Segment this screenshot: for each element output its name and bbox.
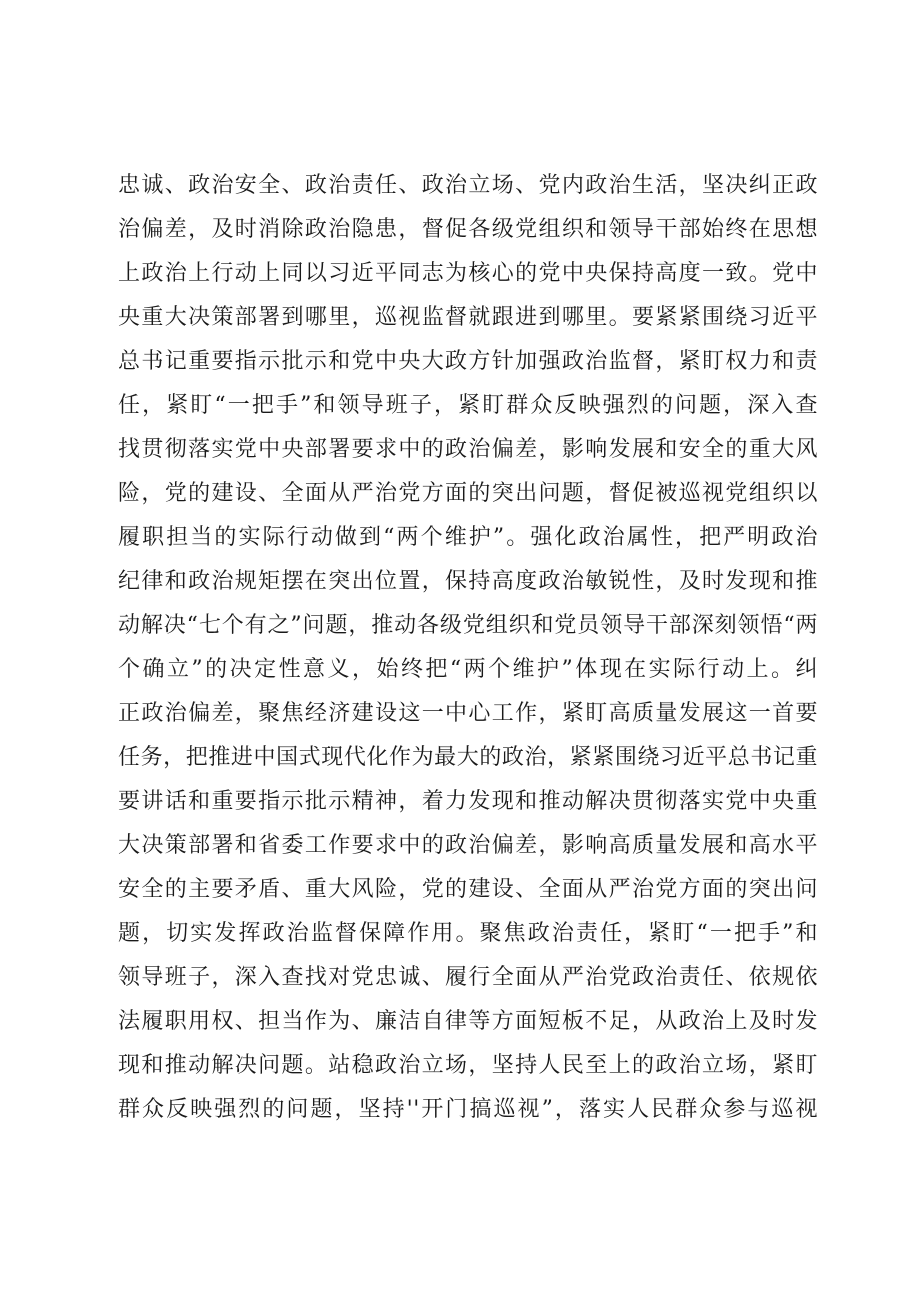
text-line: 总书记重要指示批示和党中央大政方针加强政治监督，紧盯权力和责	[118, 349, 818, 374]
text-line: 纪律和政治规矩摆在突出位置，保持高度政治敏锐性，及时发现和推	[118, 569, 818, 594]
text-line: 任务，把推进中国式现代化作为最大的政治，紧紧围绕习近平总书记重	[118, 745, 818, 770]
text-line: 领导班子，深入查找对党忠诚、履行全面从严治党政治责任、依规依	[118, 965, 818, 990]
text-line: 险，党的建设、全面从严治党方面的突出问题，督促被巡视党组织以	[118, 481, 818, 506]
text-line: 法履职用权、担当作为、廉洁自律等方面短板不足，从政治上及时发	[118, 1009, 818, 1034]
text-line: 个确立”的决定性意义，始终把“两个维护”体现在实际行动上。纠	[118, 657, 818, 682]
text-line: 现和推动解决问题。站稳政治立场，坚持人民至上的政治立场，紧盯	[118, 1053, 818, 1078]
text-line: 忠诚、政治安全、政治责任、政治立场、党内政治生活，坚决纠正政	[118, 173, 818, 198]
text-line: 找贯彻落实党中央部署要求中的政治偏差，影响发展和安全的重大风	[118, 437, 818, 462]
text-line: 题，切实发挥政治监督保障作用。聚焦政治责任，紧盯“一把手”和	[118, 921, 818, 946]
text-line: 动解决“七个有之”问题，推动各级党组织和党员领导干部深刻领悟“两	[118, 613, 818, 638]
body-paragraph	[118, 164, 818, 1132]
text-line: 央重大决策部署到哪里，巡视监督就跟进到哪里。要紧紧围绕习近平	[118, 305, 818, 330]
text-line: 治偏差，及时消除政治隐患，督促各级党组织和领导干部始终在思想	[118, 217, 818, 242]
text-line: 任，紧盯“一把手”和领导班子，紧盯群众反映强烈的问题，深入查	[118, 393, 818, 418]
text-line: 大决策部署和省委工作要求中的政治偏差，影响高质量发展和高水平	[118, 833, 818, 858]
text-line: 正政治偏差，聚焦经济建设这一中心工作，紧盯高质量发展这一首要	[118, 701, 818, 726]
text-line: 要讲话和重要指示批示精神，着力发现和推动解决贯彻落实党中央重	[118, 789, 818, 814]
text-line: 上政治上行动上同以习近平同志为核心的党中央保持高度一致。党中	[118, 261, 818, 286]
text-line: 安全的主要矛盾、重大风险，党的建设、全面从严治党方面的突出问	[118, 877, 818, 902]
text-line: 群众反映强烈的问题，坚持''开门搞巡视”，落实人民群众参与巡视	[118, 1097, 818, 1122]
text-line: 履职担当的实际行动做到“两个维护”。强化政治属性，把严明政治	[118, 525, 818, 550]
